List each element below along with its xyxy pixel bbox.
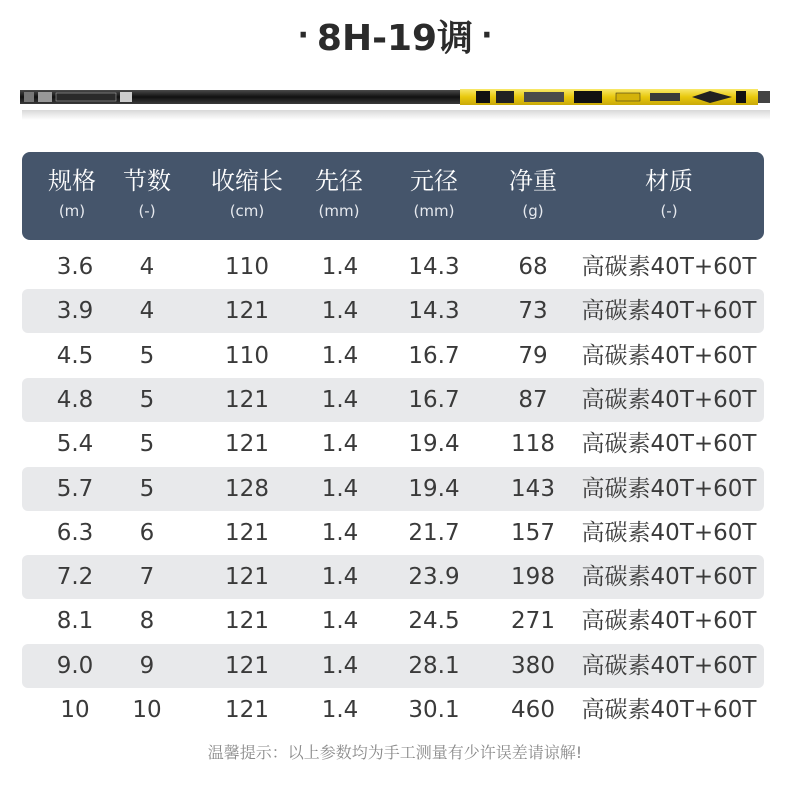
table-cell: 68 <box>518 254 548 280</box>
table-cell: 5 <box>139 342 155 369</box>
table-cell: 1.4 <box>321 386 359 413</box>
table-cell: 24.5 <box>408 608 460 635</box>
table-cell: 73 <box>518 298 548 325</box>
table-cell: 19.4 <box>408 431 460 458</box>
table-cell: 30.1 <box>408 697 460 723</box>
title-dot-left: · <box>297 17 309 53</box>
table-header <box>22 152 764 240</box>
table-cell: 4 <box>139 298 155 325</box>
table-row <box>22 511 764 555</box>
table-cell: 121 <box>225 519 269 546</box>
header-tip-diameter <box>294 164 384 224</box>
table-cell: 157 <box>511 519 555 546</box>
table-cell: 高碳素40T+60T <box>581 564 757 591</box>
table-cell: 10 <box>60 697 90 723</box>
table-cell: 高碳素40T+60T <box>581 386 757 413</box>
footer-note: 温馨提示：以上参数均为手工测量有少许误差请谅解! <box>207 743 583 762</box>
fishing-rod-icon <box>20 86 772 126</box>
table-cell: 5 <box>139 431 155 458</box>
table-cell: 1.4 <box>321 298 359 325</box>
table-cell: 8.1 <box>56 608 94 635</box>
table-cell: 87 <box>518 386 548 413</box>
table-row <box>22 245 764 289</box>
header-unit: (-) <box>138 202 156 220</box>
page-title <box>0 10 790 60</box>
table-cell: 1.4 <box>321 652 359 679</box>
table-cell: 6 <box>139 519 155 546</box>
table-cell: 121 <box>225 697 269 723</box>
table-row <box>22 599 764 643</box>
table-cell: 16.7 <box>408 342 460 369</box>
header-label: 净重 <box>509 167 557 195</box>
table-cell: 6.3 <box>56 519 94 546</box>
table-row <box>22 422 764 466</box>
table-cell: 128 <box>225 475 269 502</box>
table-cell: 121 <box>225 652 269 679</box>
table-cell: 7.2 <box>56 564 94 591</box>
table-row <box>22 467 764 511</box>
header-label: 元径 <box>410 167 458 195</box>
table-cell: 4.8 <box>56 386 94 413</box>
header-label: 节数 <box>123 167 171 195</box>
table-cell: 121 <box>225 431 269 458</box>
header-label: 收缩长 <box>211 167 283 195</box>
table-row <box>22 644 764 688</box>
table-cell: 271 <box>511 608 555 635</box>
table-row <box>22 555 764 599</box>
table-cell: 1.4 <box>321 254 359 280</box>
header-unit: (-) <box>660 202 678 220</box>
table-row <box>22 378 764 422</box>
table-cell: 1.4 <box>321 697 359 723</box>
table-cell: 14.3 <box>408 298 460 325</box>
header-unit: (m) <box>58 202 86 220</box>
header-label: 材质 <box>645 167 693 195</box>
table-cell: 高碳素40T+60T <box>581 608 757 635</box>
table-cell: 10 <box>132 697 162 723</box>
fishing-rod-image <box>20 86 772 126</box>
table-cell: 高碳素40T+60T <box>581 475 757 502</box>
table-cell: 5.7 <box>56 475 94 502</box>
table-cell: 121 <box>225 564 269 591</box>
table-row <box>22 688 764 732</box>
table-cell: 28.1 <box>408 652 460 679</box>
table-cell: 118 <box>511 431 555 458</box>
table-cell: 143 <box>511 475 555 502</box>
table-row <box>22 334 764 378</box>
table-cell: 460 <box>511 697 555 723</box>
table-cell: 1.4 <box>321 475 359 502</box>
table-cell: 16.7 <box>408 386 460 413</box>
table-cell: 高碳素40T+60T <box>581 697 757 723</box>
header-sections <box>102 164 192 224</box>
table-cell: 8 <box>139 608 155 635</box>
table-cell: 198 <box>511 564 555 591</box>
header-unit: (mm) <box>413 202 455 220</box>
table-cell: 高碳素40T+60T <box>581 652 757 679</box>
table-cell: 21.7 <box>408 519 460 546</box>
header-label: 规格 <box>48 167 96 195</box>
table-cell: 3.6 <box>56 254 94 280</box>
table-cell: 高碳素40T+60T <box>581 431 757 458</box>
title-text: 8H-19调 <box>316 17 474 59</box>
table-cell: 高碳素40T+60T <box>581 254 757 280</box>
table-cell: 121 <box>225 298 269 325</box>
table-cell: 5 <box>139 386 155 413</box>
table-cell: 4.5 <box>56 342 94 369</box>
table-cell: 380 <box>511 652 555 679</box>
table-cell: 1.4 <box>321 342 359 369</box>
header-unit: (mm) <box>318 202 360 220</box>
table-cell: 9.0 <box>56 652 94 679</box>
table-cell: 9 <box>139 652 155 679</box>
table-cell: 110 <box>225 342 269 369</box>
table-cell: 高碳素40T+60T <box>581 342 757 369</box>
table-cell: 14.3 <box>408 254 460 280</box>
table-cell: 1.4 <box>321 564 359 591</box>
table-cell: 79 <box>518 342 548 369</box>
table-cell: 1.4 <box>321 431 359 458</box>
table-cell: 3.9 <box>56 298 94 325</box>
table-cell: 高碳素40T+60T <box>581 298 757 325</box>
title-dot-right: · <box>481 17 493 53</box>
table-cell: 19.4 <box>408 475 460 502</box>
table-cell: 1.4 <box>321 608 359 635</box>
header-net-weight <box>488 164 578 224</box>
header-material <box>574 164 764 224</box>
table-cell: 高碳素40T+60T <box>581 519 757 546</box>
table-cell: 121 <box>225 386 269 413</box>
header-retracted-length <box>192 164 302 224</box>
table-cell: 1.4 <box>321 519 359 546</box>
table-cell: 121 <box>225 608 269 635</box>
table-cell: 5.4 <box>56 431 94 458</box>
table-row <box>22 289 764 333</box>
table-cell: 7 <box>139 564 155 591</box>
header-label: 先径 <box>315 167 363 195</box>
table-cell: 110 <box>225 254 269 280</box>
header-base-diameter <box>389 164 479 224</box>
table-cell: 4 <box>139 254 155 280</box>
table-cell: 23.9 <box>408 564 460 591</box>
header-unit: (cm) <box>229 202 265 220</box>
table-cell: 5 <box>139 475 155 502</box>
header-unit: (g) <box>522 202 544 220</box>
